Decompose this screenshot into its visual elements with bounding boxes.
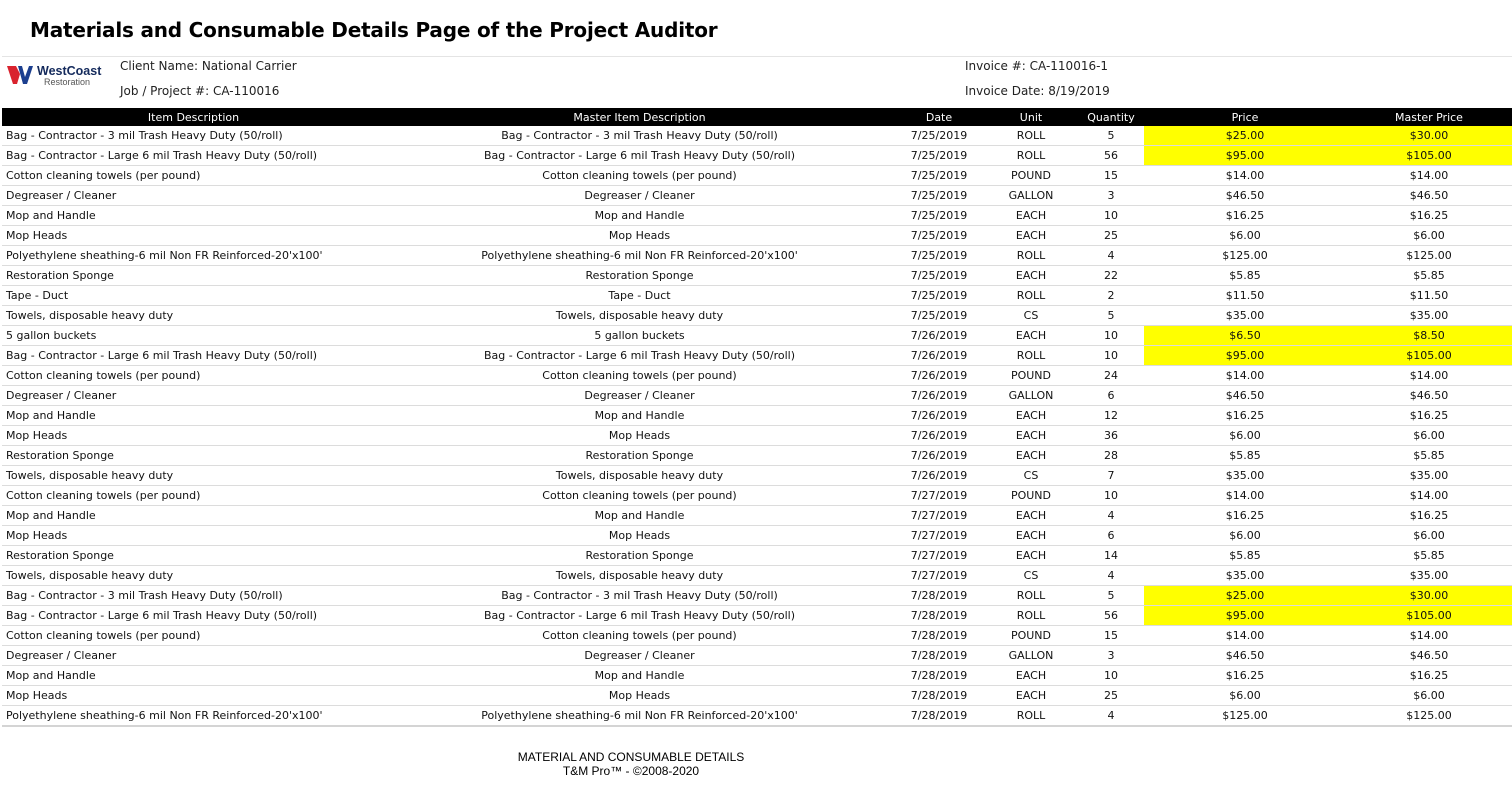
table-row[interactable] xyxy=(2,586,1512,606)
logo-name: WestCoast xyxy=(37,64,102,78)
cell-date: 7/25/2019 xyxy=(894,226,984,246)
cell-price: $11.50 xyxy=(1144,286,1346,306)
cell-item-description: Bag - Contractor - Large 6 mil Trash Heavy Duty (50/roll) xyxy=(2,606,385,626)
cell-master-price: $125.00 xyxy=(1346,706,1512,726)
cell-unit: EACH xyxy=(984,326,1078,346)
cell-price: $95.00 xyxy=(1144,346,1346,366)
cell-quantity: 6 xyxy=(1078,386,1144,406)
cell-price: $5.85 xyxy=(1144,266,1346,286)
column-header-master-item-description[interactable]: Master Item Description xyxy=(385,108,894,126)
cell-item-description: Towels, disposable heavy duty xyxy=(2,466,385,486)
table-row[interactable] xyxy=(2,706,1512,726)
cell-master-item-description: Restoration Sponge xyxy=(385,446,894,466)
column-header-price[interactable]: Price xyxy=(1144,108,1346,126)
cell-date: 7/28/2019 xyxy=(894,706,984,726)
table-row[interactable] xyxy=(2,306,1512,326)
cell-item-description: Towels, disposable heavy duty xyxy=(2,566,385,586)
cell-master-price: $11.50 xyxy=(1346,286,1512,306)
cell-master-item-description: Cotton cleaning towels (per pound) xyxy=(385,366,894,386)
cell-price: $16.25 xyxy=(1144,666,1346,686)
cell-item-description: Mop Heads xyxy=(2,526,385,546)
cell-date: 7/26/2019 xyxy=(894,466,984,486)
cell-master-price: $125.00 xyxy=(1346,246,1512,266)
cell-item-description: Bag - Contractor - 3 mil Trash Heavy Duty (50/roll) xyxy=(2,126,385,146)
cell-master-item-description: Mop Heads xyxy=(385,686,894,706)
cell-date: 7/25/2019 xyxy=(894,126,984,146)
table-row[interactable] xyxy=(2,546,1512,566)
cell-price: $14.00 xyxy=(1144,486,1346,506)
cell-master-item-description: Mop Heads xyxy=(385,426,894,446)
cell-quantity: 3 xyxy=(1078,646,1144,666)
report-footer xyxy=(500,750,762,778)
table-body xyxy=(2,126,1512,726)
cell-master-price: $8.50 xyxy=(1346,326,1512,346)
cell-item-description: Degreaser / Cleaner xyxy=(2,186,385,206)
cell-item-description: Mop Heads xyxy=(2,686,385,706)
cell-unit: ROLL xyxy=(984,146,1078,166)
cell-quantity: 10 xyxy=(1078,326,1144,346)
cell-item-description: Mop Heads xyxy=(2,426,385,446)
cell-master-price: $16.25 xyxy=(1346,206,1512,226)
cell-master-price: $46.50 xyxy=(1346,186,1512,206)
cell-item-description: Mop Heads xyxy=(2,226,385,246)
cell-price: $46.50 xyxy=(1144,386,1346,406)
cell-quantity: 36 xyxy=(1078,426,1144,446)
cell-quantity: 6 xyxy=(1078,526,1144,546)
cell-date: 7/28/2019 xyxy=(894,626,984,646)
cell-price: $6.00 xyxy=(1144,426,1346,446)
cell-date: 7/25/2019 xyxy=(894,146,984,166)
table-row[interactable] xyxy=(2,486,1512,506)
cell-date: 7/25/2019 xyxy=(894,186,984,206)
cell-date: 7/26/2019 xyxy=(894,426,984,446)
table-row[interactable] xyxy=(2,446,1512,466)
cell-unit: EACH xyxy=(984,266,1078,286)
cell-unit: GALLON xyxy=(984,386,1078,406)
cell-unit: EACH xyxy=(984,666,1078,686)
cell-item-description: Degreaser / Cleaner xyxy=(2,386,385,406)
column-header-unit[interactable]: Unit xyxy=(984,108,1078,126)
cell-quantity: 10 xyxy=(1078,206,1144,226)
cell-master-price: $105.00 xyxy=(1346,146,1512,166)
cell-price: $16.25 xyxy=(1144,406,1346,426)
cell-item-description: Towels, disposable heavy duty xyxy=(2,306,385,326)
cell-quantity: 25 xyxy=(1078,226,1144,246)
cell-quantity: 3 xyxy=(1078,186,1144,206)
invoice-date: Invoice Date: 8/19/2019 xyxy=(965,84,1110,98)
cell-item-description: Polyethylene sheathing-6 mil Non FR Reinforced-20'x100' xyxy=(2,706,385,726)
cell-master-price: $30.00 xyxy=(1346,126,1512,146)
table-row[interactable] xyxy=(2,406,1512,426)
cell-master-item-description: Degreaser / Cleaner xyxy=(385,646,894,666)
cell-unit: EACH xyxy=(984,226,1078,246)
cell-master-price: $46.50 xyxy=(1346,646,1512,666)
column-header-date[interactable]: Date xyxy=(894,108,984,126)
column-header-master-price[interactable]: Master Price xyxy=(1346,108,1512,126)
cell-date: 7/26/2019 xyxy=(894,326,984,346)
cell-master-item-description: Bag - Contractor - Large 6 mil Trash Heavy Duty (50/roll) xyxy=(385,346,894,366)
cell-master-item-description: Bag - Contractor - Large 6 mil Trash Heavy Duty (50/roll) xyxy=(385,146,894,166)
table-row[interactable] xyxy=(2,166,1512,186)
table-row[interactable] xyxy=(2,626,1512,646)
table-row[interactable] xyxy=(2,666,1512,686)
column-header-quantity[interactable]: Quantity xyxy=(1078,108,1144,126)
footer-title: MATERIAL AND CONSUMABLE DETAILS xyxy=(517,750,745,764)
table-row[interactable] xyxy=(2,146,1512,166)
cell-price: $35.00 xyxy=(1144,566,1346,586)
table-row[interactable] xyxy=(2,466,1512,486)
cell-quantity: 5 xyxy=(1078,306,1144,326)
cell-price: $35.00 xyxy=(1144,466,1346,486)
cell-master-item-description: Polyethylene sheathing-6 mil Non FR Reinforced-20'x100' xyxy=(385,706,894,726)
table-row[interactable] xyxy=(2,206,1512,226)
cell-quantity: 10 xyxy=(1078,346,1144,366)
cell-date: 7/27/2019 xyxy=(894,566,984,586)
cell-master-item-description: 5 gallon buckets xyxy=(385,326,894,346)
table-row[interactable] xyxy=(2,646,1512,666)
cell-date: 7/27/2019 xyxy=(894,546,984,566)
cell-date: 7/27/2019 xyxy=(894,486,984,506)
cell-item-description: Degreaser / Cleaner xyxy=(2,646,385,666)
cell-date: 7/28/2019 xyxy=(894,646,984,666)
cell-quantity: 24 xyxy=(1078,366,1144,386)
cell-quantity: 5 xyxy=(1078,126,1144,146)
cell-price: $125.00 xyxy=(1144,246,1346,266)
client-name: Client Name: National Carrier xyxy=(120,59,297,73)
table-row[interactable] xyxy=(2,426,1512,446)
cell-master-item-description: Restoration Sponge xyxy=(385,266,894,286)
cell-date: 7/25/2019 xyxy=(894,166,984,186)
table-row[interactable] xyxy=(2,386,1512,406)
cell-price: $35.00 xyxy=(1144,306,1346,326)
table-row[interactable] xyxy=(2,346,1512,366)
cell-item-description: Restoration Sponge xyxy=(2,546,385,566)
cell-unit: GALLON xyxy=(984,646,1078,666)
cell-date: 7/26/2019 xyxy=(894,446,984,466)
invoice-number: Invoice #: CA-110016-1 xyxy=(965,59,1109,73)
cell-price: $14.00 xyxy=(1144,366,1346,386)
table-row[interactable] xyxy=(2,186,1512,206)
cell-master-price: $5.85 xyxy=(1346,266,1512,286)
cell-quantity: 22 xyxy=(1078,266,1144,286)
cell-item-description: Cotton cleaning towels (per pound) xyxy=(2,486,385,506)
cell-unit: GALLON xyxy=(984,186,1078,206)
cell-master-price: $35.00 xyxy=(1346,566,1512,586)
cell-master-item-description: Tape - Duct xyxy=(385,286,894,306)
cell-quantity: 4 xyxy=(1078,566,1144,586)
cell-date: 7/25/2019 xyxy=(894,266,984,286)
cell-price: $6.00 xyxy=(1144,226,1346,246)
cell-price: $6.00 xyxy=(1144,526,1346,546)
cell-master-price: $6.00 xyxy=(1346,686,1512,706)
table-row[interactable] xyxy=(2,686,1512,706)
westcoast-logo-icon xyxy=(6,64,34,86)
cell-master-item-description: Mop and Handle xyxy=(385,406,894,426)
cell-date: 7/25/2019 xyxy=(894,286,984,306)
cell-unit: ROLL xyxy=(984,126,1078,146)
job-project-number: Job / Project #: CA-110016 xyxy=(120,84,280,98)
cell-item-description: Cotton cleaning towels (per pound) xyxy=(2,166,385,186)
cell-price: $6.00 xyxy=(1144,686,1346,706)
cell-item-description: Mop and Handle xyxy=(2,666,385,686)
cell-date: 7/28/2019 xyxy=(894,586,984,606)
cell-master-price: $46.50 xyxy=(1346,386,1512,406)
cell-price: $14.00 xyxy=(1144,166,1346,186)
table-row[interactable] xyxy=(2,226,1512,246)
column-header-item-description[interactable]: Item Description xyxy=(2,108,385,126)
cell-unit: EACH xyxy=(984,686,1078,706)
cell-master-price: $14.00 xyxy=(1346,166,1512,186)
cell-item-description: Bag - Contractor - 3 mil Trash Heavy Duty (50/roll) xyxy=(2,586,385,606)
cell-quantity: 15 xyxy=(1078,166,1144,186)
cell-price: $46.50 xyxy=(1144,186,1346,206)
cell-quantity: 10 xyxy=(1078,666,1144,686)
cell-item-description: Cotton cleaning towels (per pound) xyxy=(2,366,385,386)
cell-master-price: $16.25 xyxy=(1346,666,1512,686)
company-logo xyxy=(6,63,102,87)
cell-quantity: 14 xyxy=(1078,546,1144,566)
cell-date: 7/28/2019 xyxy=(894,606,984,626)
cell-unit: CS xyxy=(984,306,1078,326)
cell-master-item-description: Bag - Contractor - 3 mil Trash Heavy Duty (50/roll) xyxy=(385,126,894,146)
cell-quantity: 10 xyxy=(1078,486,1144,506)
cell-master-price: $16.25 xyxy=(1346,406,1512,426)
table-row[interactable] xyxy=(2,566,1512,586)
cell-master-price: $5.85 xyxy=(1346,546,1512,566)
cell-unit: ROLL xyxy=(984,246,1078,266)
table-row[interactable] xyxy=(2,526,1512,546)
cell-unit: EACH xyxy=(984,206,1078,226)
cell-item-description: Mop and Handle xyxy=(2,206,385,226)
cell-price: $6.50 xyxy=(1144,326,1346,346)
cell-price: $125.00 xyxy=(1144,706,1346,726)
cell-unit: EACH xyxy=(984,446,1078,466)
cell-quantity: 56 xyxy=(1078,146,1144,166)
table-header-row xyxy=(2,108,1512,126)
cell-item-description: Mop and Handle xyxy=(2,506,385,526)
cell-date: 7/28/2019 xyxy=(894,666,984,686)
cell-unit: EACH xyxy=(984,426,1078,446)
cell-date: 7/25/2019 xyxy=(894,306,984,326)
cell-quantity: 7 xyxy=(1078,466,1144,486)
cell-quantity: 25 xyxy=(1078,686,1144,706)
table-bottom-divider xyxy=(2,725,1512,727)
cell-item-description: Restoration Sponge xyxy=(2,266,385,286)
cell-quantity: 28 xyxy=(1078,446,1144,466)
cell-master-item-description: Mop and Handle xyxy=(385,206,894,226)
cell-master-price: $14.00 xyxy=(1346,626,1512,646)
cell-master-item-description: Bag - Contractor - 3 mil Trash Heavy Duty (50/roll) xyxy=(385,586,894,606)
cell-unit: POUND xyxy=(984,626,1078,646)
cell-price: $25.00 xyxy=(1144,126,1346,146)
cell-master-price: $105.00 xyxy=(1346,606,1512,626)
cell-quantity: 2 xyxy=(1078,286,1144,306)
cell-master-item-description: Bag - Contractor - Large 6 mil Trash Heavy Duty (50/roll) xyxy=(385,606,894,626)
cell-date: 7/25/2019 xyxy=(894,206,984,226)
cell-date: 7/26/2019 xyxy=(894,386,984,406)
cell-date: 7/25/2019 xyxy=(894,246,984,266)
cell-item-description: Mop and Handle xyxy=(2,406,385,426)
cell-price: $5.85 xyxy=(1144,446,1346,466)
table-row[interactable] xyxy=(2,266,1512,286)
cell-unit: ROLL xyxy=(984,706,1078,726)
cell-master-price: $6.00 xyxy=(1346,226,1512,246)
footer-copyright: T&M Pro™ - ©2008-2020 xyxy=(562,764,700,778)
cell-price: $95.00 xyxy=(1144,146,1346,166)
cell-master-item-description: Degreaser / Cleaner xyxy=(385,386,894,406)
cell-master-item-description: Mop and Handle xyxy=(385,506,894,526)
cell-master-price: $5.85 xyxy=(1346,446,1512,466)
cell-price: $95.00 xyxy=(1144,606,1346,626)
cell-unit: EACH xyxy=(984,406,1078,426)
cell-unit: POUND xyxy=(984,486,1078,506)
cell-item-description: Bag - Contractor - Large 6 mil Trash Heavy Duty (50/roll) xyxy=(2,146,385,166)
cell-master-item-description: Mop and Handle xyxy=(385,666,894,686)
cell-price: $46.50 xyxy=(1144,646,1346,666)
cell-quantity: 12 xyxy=(1078,406,1144,426)
cell-price: $14.00 xyxy=(1144,626,1346,646)
table-row[interactable] xyxy=(2,286,1512,306)
cell-date: 7/26/2019 xyxy=(894,406,984,426)
cell-master-price: $30.00 xyxy=(1346,586,1512,606)
cell-master-item-description: Towels, disposable heavy duty xyxy=(385,566,894,586)
cell-master-price: $6.00 xyxy=(1346,526,1512,546)
cell-item-description: Polyethylene sheathing-6 mil Non FR Reinforced-20'x100' xyxy=(2,246,385,266)
cell-unit: EACH xyxy=(984,546,1078,566)
cell-price: $16.25 xyxy=(1144,506,1346,526)
cell-master-item-description: Mop Heads xyxy=(385,526,894,546)
cell-date: 7/27/2019 xyxy=(894,526,984,546)
cell-master-item-description: Towels, disposable heavy duty xyxy=(385,306,894,326)
cell-master-price: $14.00 xyxy=(1346,366,1512,386)
table-row[interactable] xyxy=(2,506,1512,526)
cell-quantity: 5 xyxy=(1078,586,1144,606)
page-title: Materials and Consumable Details Page of the Project Auditor xyxy=(30,18,718,42)
cell-master-item-description: Towels, disposable heavy duty xyxy=(385,466,894,486)
cell-quantity: 4 xyxy=(1078,706,1144,726)
cell-unit: CS xyxy=(984,566,1078,586)
cell-master-item-description: Cotton cleaning towels (per pound) xyxy=(385,166,894,186)
cell-unit: EACH xyxy=(984,526,1078,546)
cell-item-description: Restoration Sponge xyxy=(2,446,385,466)
report-header xyxy=(2,56,1512,106)
cell-master-price: $14.00 xyxy=(1346,486,1512,506)
cell-master-item-description: Cotton cleaning towels (per pound) xyxy=(385,626,894,646)
table-row[interactable] xyxy=(2,246,1512,266)
cell-item-description: Bag - Contractor - Large 6 mil Trash Heavy Duty (50/roll) xyxy=(2,346,385,366)
cell-master-item-description: Degreaser / Cleaner xyxy=(385,186,894,206)
cell-master-price: $35.00 xyxy=(1346,466,1512,486)
cell-unit: POUND xyxy=(984,366,1078,386)
materials-table xyxy=(2,108,1512,726)
cell-unit: POUND xyxy=(984,166,1078,186)
cell-date: 7/28/2019 xyxy=(894,686,984,706)
cell-master-item-description: Polyethylene sheathing-6 mil Non FR Reinforced-20'x100' xyxy=(385,246,894,266)
table-row[interactable] xyxy=(2,326,1512,346)
cell-price: $16.25 xyxy=(1144,206,1346,226)
cell-unit: ROLL xyxy=(984,586,1078,606)
cell-unit: ROLL xyxy=(984,286,1078,306)
cell-master-item-description: Cotton cleaning towels (per pound) xyxy=(385,486,894,506)
cell-price: $25.00 xyxy=(1144,586,1346,606)
cell-master-price: $16.25 xyxy=(1346,506,1512,526)
cell-unit: EACH xyxy=(984,506,1078,526)
cell-price: $5.85 xyxy=(1144,546,1346,566)
cell-item-description: Tape - Duct xyxy=(2,286,385,306)
cell-quantity: 4 xyxy=(1078,506,1144,526)
cell-date: 7/26/2019 xyxy=(894,366,984,386)
cell-date: 7/27/2019 xyxy=(894,506,984,526)
logo-subtitle: Restoration xyxy=(44,77,91,87)
cell-quantity: 15 xyxy=(1078,626,1144,646)
cell-quantity: 56 xyxy=(1078,606,1144,626)
cell-master-price: $6.00 xyxy=(1346,426,1512,446)
cell-date: 7/26/2019 xyxy=(894,346,984,366)
cell-master-item-description: Mop Heads xyxy=(385,226,894,246)
cell-quantity: 4 xyxy=(1078,246,1144,266)
cell-unit: ROLL xyxy=(984,346,1078,366)
cell-master-item-description: Restoration Sponge xyxy=(385,546,894,566)
cell-unit: ROLL xyxy=(984,606,1078,626)
table-row[interactable] xyxy=(2,126,1512,146)
table-row[interactable] xyxy=(2,606,1512,626)
cell-master-price: $105.00 xyxy=(1346,346,1512,366)
cell-item-description: 5 gallon buckets xyxy=(2,326,385,346)
table-row[interactable] xyxy=(2,366,1512,386)
cell-unit: CS xyxy=(984,466,1078,486)
cell-master-price: $35.00 xyxy=(1346,306,1512,326)
cell-item-description: Cotton cleaning towels (per pound) xyxy=(2,626,385,646)
